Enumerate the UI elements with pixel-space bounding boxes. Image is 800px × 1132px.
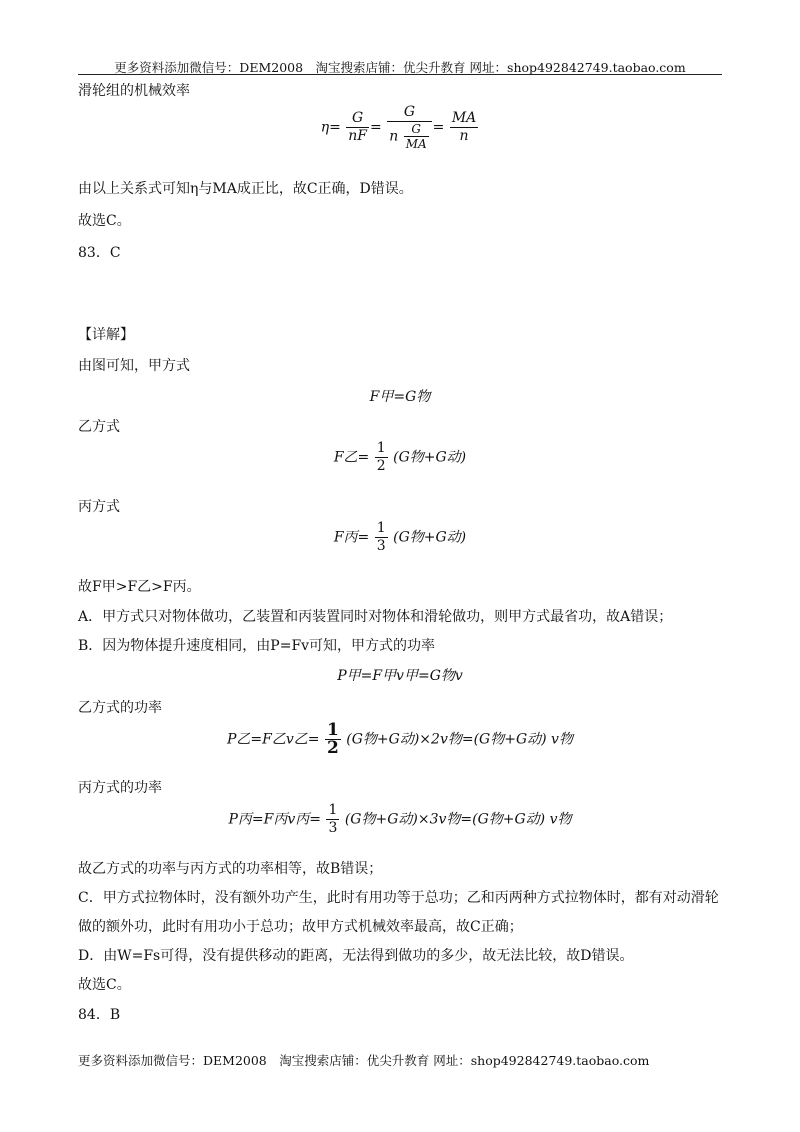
eta-formula bbox=[0, 104, 800, 151]
fraction-ma-over-n: $\frac{MA}{n}$ bbox=[451, 110, 477, 144]
efficiency-title: 滑轮组的机械效率 bbox=[78, 83, 190, 99]
eq-f-yi: F乙= $\frac{1}{2}$ (G物+G动) bbox=[333, 440, 467, 474]
fraction-g-over-nf: $\frac{G}{nF}$ bbox=[348, 110, 368, 144]
eq-f-bing: F丙= $\frac{1}{3}$ (G物+G动) bbox=[333, 520, 467, 554]
fraction-compound: G n $\frac{G}{MA}$ bbox=[387, 104, 431, 151]
bing-power: 丙方式的功率 bbox=[78, 780, 162, 796]
eq-f-jia: F甲=G物 bbox=[369, 389, 431, 405]
fraction-third-2: $\frac{1}{3}$ bbox=[328, 802, 338, 836]
option-d: D．由W=Fs可得，没有提供移动的距离，无法得到做功的多少，故无法比较，故D错误。 bbox=[78, 948, 634, 964]
eq-p-bing: P丙=F丙v丙= $\frac{1}{3}$ (G物+G动)×3v物=(G物+G动) v物 bbox=[228, 802, 572, 836]
yi-power: 乙方式的功率 bbox=[78, 700, 162, 716]
eq-sign: = bbox=[432, 119, 445, 136]
header-rule bbox=[78, 74, 722, 75]
fraction-half: $\frac{1}{2}$ bbox=[376, 440, 386, 474]
answer-84: 84．B bbox=[78, 1007, 121, 1023]
compare-forces: 故F甲>F乙>F丙。 bbox=[78, 579, 201, 595]
page-footer: 更多资料添加微信号：DEM2008 淘宝搜索店铺：优尖升教育 网址：shop492842749.taobao.com bbox=[78, 1053, 650, 1068]
choose-c-2: 故选C。 bbox=[78, 977, 131, 993]
inner-fraction: $\frac{G}{MA}$ bbox=[405, 122, 427, 151]
from-figure: 由图可知，甲方式 bbox=[78, 358, 190, 374]
equal-power: 故乙方式的功率与丙方式的功率相等，故B错误； bbox=[78, 861, 383, 877]
eta-symbol: η bbox=[320, 119, 330, 136]
option-b: B．因为物体提升速度相同，由P=Fv可知，甲方式的功率 bbox=[78, 638, 436, 654]
page-header: 更多资料添加微信号：DEM2008 淘宝搜索店铺：优尖升教育 网址：shop492842749.taobao.com bbox=[114, 60, 686, 75]
yi-way: 乙方式 bbox=[78, 419, 120, 435]
option-c-line-2: 做的额外功，此时有用功小于总功；故甲方式机械效率最高，故C正确； bbox=[78, 919, 523, 935]
eq-p-yi: P乙=F乙v乙= $\frac{1}{2}$ (G物+G动)×2v物=(G物+G动) v物 bbox=[227, 720, 573, 758]
fraction-third: $\frac{1}{3}$ bbox=[376, 520, 386, 554]
eq-p-jia: P甲=F甲v甲=G物v bbox=[337, 668, 463, 684]
option-c-line-1: C．甲方式拉物体时，没有额外功产生，此时有用功等于总功；乙和丙两种方式拉物体时，都有对动滑轮 bbox=[78, 890, 719, 906]
answer-83: 83．C bbox=[78, 245, 121, 261]
conclusion-text: 由以上关系式可知η与MA成正比，故C正确，D错误。 bbox=[78, 181, 413, 197]
choose-c-1: 故选C。 bbox=[78, 213, 131, 229]
option-a: A．甲方式只对物体做功，乙装置和丙装置同时对物体和滑轮做功，则甲方式最省功，故A错误； bbox=[78, 609, 673, 625]
eq-sign: = bbox=[370, 119, 382, 136]
bing-way: 丙方式 bbox=[78, 499, 120, 515]
detail-label: 【详解】 bbox=[78, 327, 134, 343]
eq-sign: = bbox=[329, 119, 341, 136]
fraction-half-bold: $\frac{1}{2}$ bbox=[326, 720, 339, 758]
